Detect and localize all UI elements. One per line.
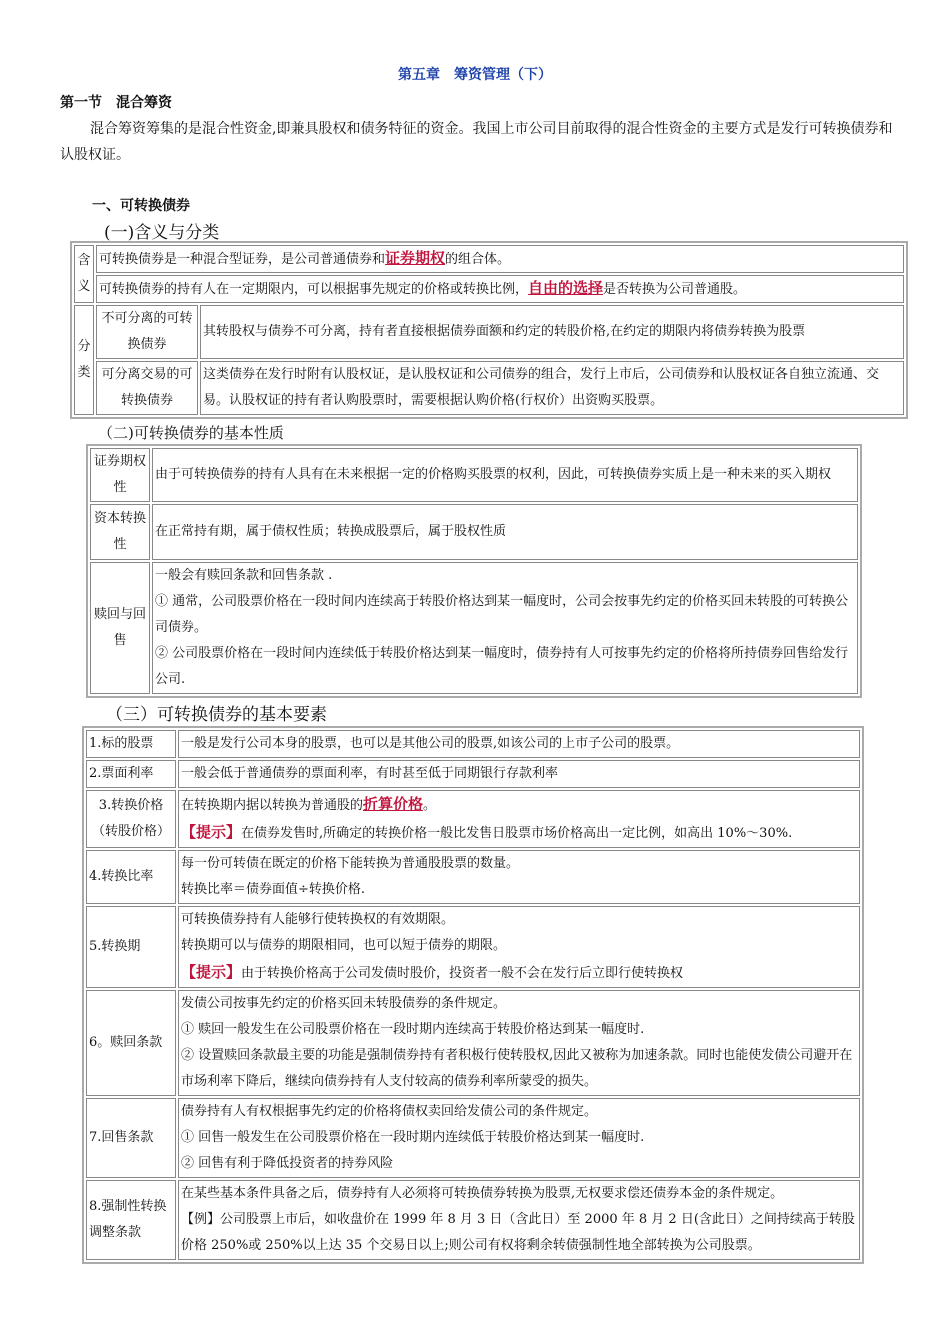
- meaning-definition-1: 可转换债券是一种混合型证券，是公司普通债券和证券期权的组合体。: [96, 245, 904, 273]
- element-label-put-provision: 7.回售条款: [86, 1098, 176, 1178]
- element-text-call-provision: 发债公司按事先约定的价格买回未转股债券的条件规定。 ① 赎回一般发生在公司股票价格在一段时期内连续高于转股价格达到某一幅度时. ② 设置赎回条款最主要的功能是强制债券持有者积极行使转股权,因此又被称为加速条款。同时也能使发债公司避开在市场利率下降后，继续向债券持有人支付较高的债券利率所蒙受的损失。: [178, 990, 860, 1096]
- subheading-meaning-classification: (一)含义与分类: [104, 223, 220, 243]
- element-label-conversion-ratio: 4.转换比率: [86, 850, 176, 904]
- inseparable-label: 不可分离的可转换债券: [96, 305, 198, 359]
- element-text-put-provision: 债券持有人有权根据事先约定的价格将债权卖回给发债公司的条件规定。 ① 回售一般发生在公司股票价格在一段时期内连续低于转股价格达到某一幅度时. ② 回售有利于降低投资者的持券风险: [178, 1098, 860, 1178]
- separable-label: 可分离交易的可转换债券: [96, 361, 198, 415]
- meaning-label: 含 义: [74, 245, 94, 303]
- subheading-basic-elements: （三）可转换债券的基本要素: [106, 705, 327, 725]
- nature-text-capital: 在正常持有期，属于债权性质；转换成股票后，属于股权性质: [152, 504, 858, 560]
- chapter-title: 第五章 筹资管理（下）: [398, 67, 552, 83]
- element-text-conversion-ratio: 每一份可转债在既定的价格下能转换为普通股股票的数量。 转换比率＝债券面值÷转换价格.: [178, 850, 860, 904]
- element-label-call-provision: 6。赎回条款: [86, 990, 176, 1096]
- classification-label: 分 类: [74, 305, 94, 415]
- element-text-conversion-period: 可转换债券持有人能够行使转换权的有效期限。 转换期可以与债券的期限相同，也可以短于债券的期限。 【提示】由于转换价格高于公司发债时股价，投资者一般不会在发行后立即行使转换权: [178, 906, 860, 988]
- nature-text-redemption: 一般会有赎回条款和回售条款 . ① 通常，公司股票价格在一段时间内连续高于转股价格达到某一幅度时，公司会按事先约定的价格买回未转股的可转换公司债券。 ② 公司股票价格在一段时间内连续低于转股价格达到某一幅度时，债券持有人可按事先约定的价格将所持债券回售给发行公司.: [152, 562, 858, 694]
- subheading-basic-nature: （二)可转换债券的基本性质: [98, 424, 284, 442]
- element-label-coupon: 2.票面利率: [86, 760, 176, 788]
- highlight-securities-option: 证券期权: [385, 249, 446, 267]
- tip-badge: 【提示】: [181, 823, 242, 841]
- separable-text: 这类债券在发行时附有认股权证，是认股权证和公司债券的组合，发行上市后，公司债券和认股权证各自独立流通、交易。认股权证的持有者认购股票时，需要根据认购价格(行权价）出资购买股票。: [200, 361, 904, 415]
- nature-text-option: 由于可转换债券的持有人具有在未来根据一定的价格购买股票的权利，因此，可转换债券实质上是一种未来的买入期权: [152, 448, 858, 502]
- meaning-classification-table: [70, 241, 908, 419]
- element-label-conversion-period: 5.转换期: [86, 906, 176, 988]
- highlight-free-choice: 自由的选择: [528, 279, 604, 297]
- section-title: 第一节 混合筹资: [60, 95, 172, 111]
- basic-nature-table: [86, 444, 862, 698]
- nature-label-redemption: 赎回与回售: [90, 562, 150, 694]
- element-text-coupon: 一般会低于普通债券的票面利率，有时甚至低于同期银行存款利率: [178, 760, 860, 788]
- intro-paragraph: 混合筹资筹集的是混合性资金,即兼具股权和债务特征的资金。我国上市公司目前取得的混合性资金的主要方式是发行可转换债券和认股权证。: [60, 121, 893, 163]
- meaning-definition-2: 可转换债券的持有人在一定期限内，可以根据事先规定的价格或转换比例，自由的选择是否转换为公司普通股。: [96, 275, 904, 303]
- element-label-forced-conversion: 8.强制性转换调整条款: [86, 1180, 176, 1260]
- basic-elements-table: [82, 726, 864, 1264]
- inseparable-text: 其转股权与债券不可分离，持有者直接根据债券面额和约定的转股价格,在约定的期限内将债券转换为股票: [200, 305, 904, 359]
- heading-convertible-bonds: 一、可转换债券: [92, 198, 190, 214]
- nature-label-capital: 资本转换性: [90, 504, 150, 560]
- highlight-conversion-price: 折算价格: [363, 795, 424, 813]
- tip-badge: 【提示】: [181, 963, 242, 981]
- element-text-conversion-price: 在转换期内据以转换为普通股的折算价格。 【提示】在债券发售时,所确定的转换价格一般比发售日股票市场价格高出一定比例，如高出 10%～30%.: [178, 790, 860, 848]
- element-text-underlying: 一般是发行公司本身的股票，也可以是其他公司的股票,如该公司的上市子公司的股票。: [178, 730, 860, 758]
- element-label-conversion-price: 3.转换价格 （转股价格）: [86, 790, 176, 848]
- element-text-forced-conversion: 在某些基本条件具备之后，债券持有人必须将可转换债券转换为股票,无权要求偿还债券本金的条件规定。 【例】公司股票上市后，如收盘价在 1999 年 8 月 3 日（含此日）至 2000 年 8 月 2 日(含此日）之间持续高于转股价格 250%或 250%以上达 35 个交易日以上;则公司有权将剩余转债强制性地全部转换为公司股票。: [178, 1180, 860, 1260]
- element-label-underlying: 1.标的股票: [86, 730, 176, 758]
- nature-label-option: 证券期权性: [90, 448, 150, 502]
